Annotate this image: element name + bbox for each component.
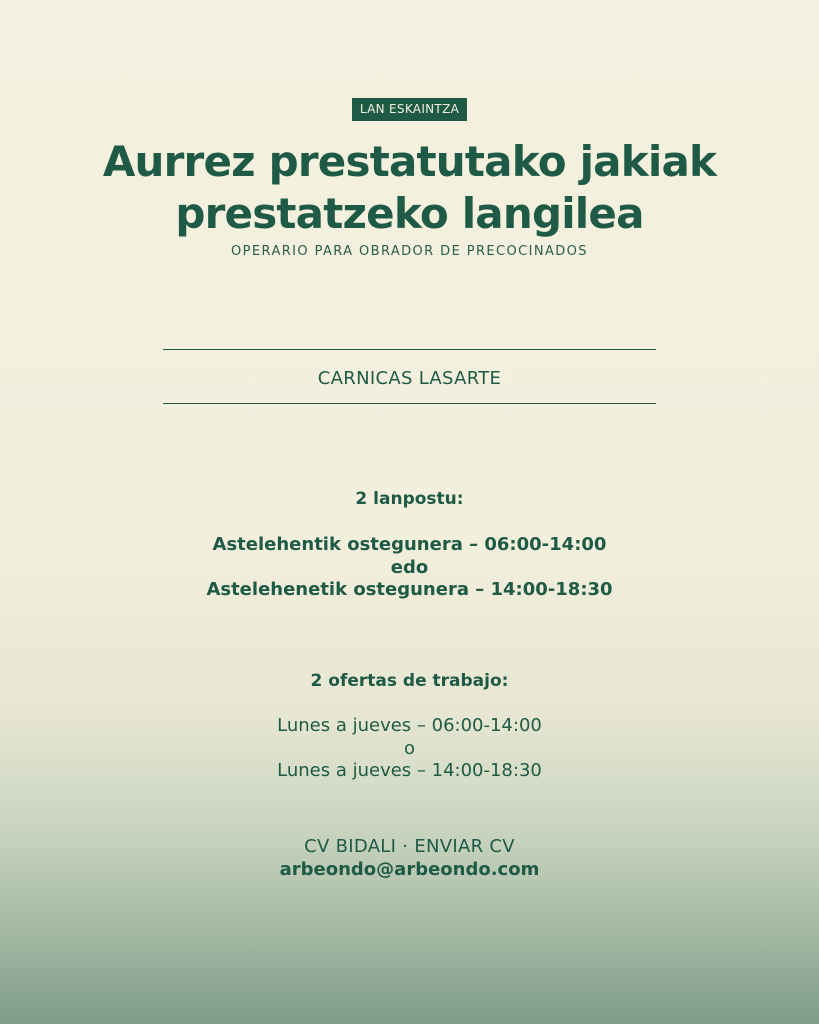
cv-label: CV BIDALI · ENVIAR CV [304, 836, 515, 857]
divider-bottom [163, 403, 656, 404]
spanish-shifts [0, 715, 819, 783]
basque-shift-2: Astelehenetik ostegunera – 14:00-18:30 [206, 579, 613, 600]
divider-top [163, 349, 656, 350]
basque-heading: 2 lanpostu: [355, 489, 464, 509]
page-title [0, 136, 819, 240]
basque-shift-1: Astelehentik ostegunera – 06:00-14:00 [212, 534, 607, 555]
contact-email-link[interactable]: arbeondo@arbeondo.com [279, 859, 540, 880]
spanish-separator: o [403, 737, 415, 759]
spanish-heading: 2 ofertas de trabajo: [310, 671, 509, 691]
basque-separator: edo [390, 556, 429, 578]
company-name: CARNICAS LASARTE [317, 368, 502, 389]
title-line-1: Aurrez prestatutako jakiak [102, 137, 717, 186]
spanish-shift-1: Lunes a jueves – 06:00-14:00 [277, 715, 542, 736]
badge-container [0, 98, 819, 121]
basque-shifts [0, 534, 819, 602]
title-line-2: prestatzeko langilea [175, 189, 644, 238]
spanish-shift-2: Lunes a jueves – 14:00-18:30 [277, 760, 542, 781]
job-offer-badge: LAN ESKAINTZA [352, 98, 467, 121]
page-subtitle: OPERARIO PARA OBRADOR DE PRECOCINADOS [231, 244, 588, 259]
